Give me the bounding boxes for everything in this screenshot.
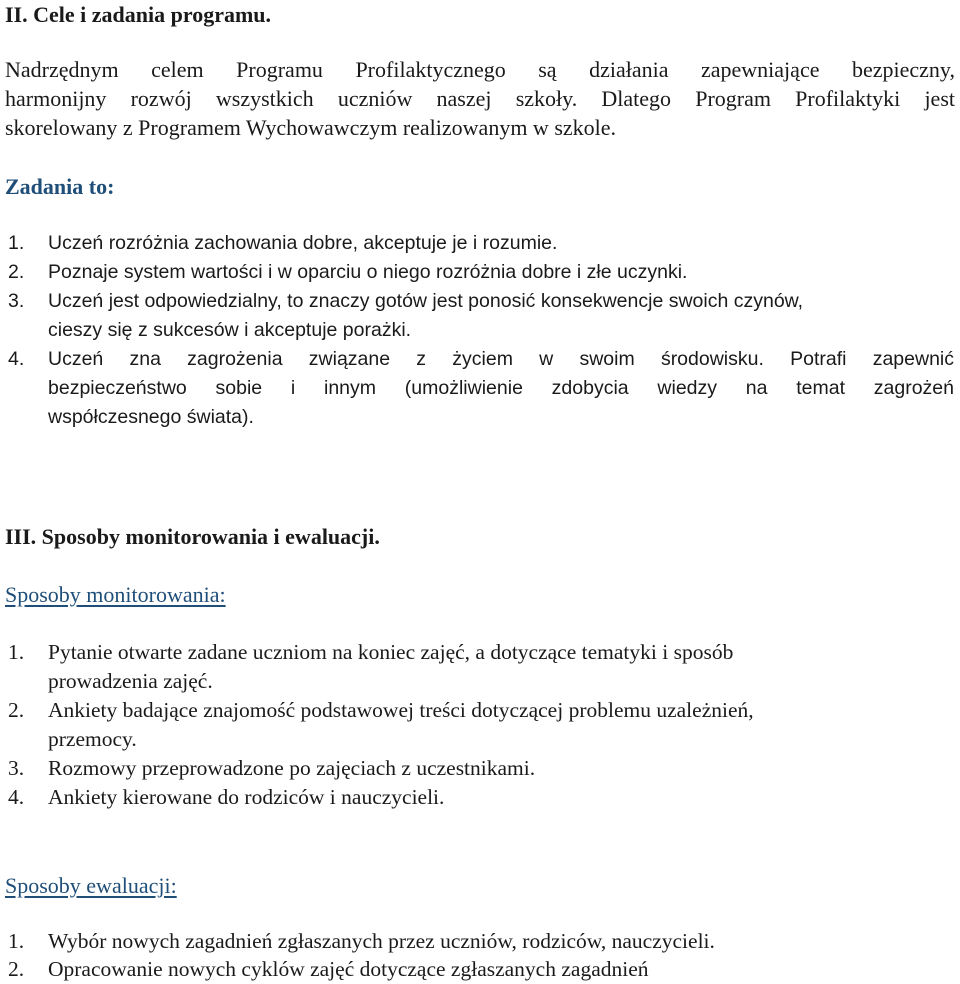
task-item-2: [8, 261, 687, 284]
task-item-3: [8, 290, 803, 313]
monitoring-item-2-cont: przemocy.: [48, 727, 137, 751]
monitoring-text: Ankiety badające znajomość podstawowej treści dotyczącej problemu uzależnień,: [48, 698, 754, 722]
task-item-4: [8, 348, 48, 371]
evaluation-item-1: [8, 929, 715, 954]
task-item-1: [8, 232, 557, 255]
task-number: 3.: [8, 290, 25, 312]
evaluation-number: 2.: [8, 957, 25, 981]
monitoring-item-1: [8, 640, 733, 665]
monitoring-number: 3.: [8, 756, 25, 780]
evaluation-heading: Sposoby ewaluacji:: [5, 873, 177, 898]
section-3-title: III. Sposoby monitorowania i ewaluacji.: [5, 524, 380, 549]
monitoring-text: Pytanie otwarte zadane uczniom na koniec zajęć, a dotyczące tematyki i sposób: [48, 640, 734, 664]
monitoring-number: 4.: [8, 785, 25, 809]
monitoring-text: Ankiety kierowane do rodziców i nauczycieli.: [48, 785, 445, 809]
evaluation-text: Opracowanie nowych cyklów zajęć dotyczące zgłaszanych zagadnień: [48, 957, 649, 981]
task-item-4-line-3: współczesnego świata).: [48, 406, 254, 428]
monitoring-item-4: [8, 785, 444, 810]
evaluation-item-2: [8, 957, 649, 982]
evaluation-number: 1.: [8, 929, 25, 953]
monitoring-item-2: [8, 698, 754, 723]
section-2-title: II. Cele i zadania programu.: [5, 2, 272, 27]
task-text: Uczeń rozróżnia zachowania dobre, akceptuje je i rozumie.: [48, 232, 558, 254]
task-number: 1.: [8, 232, 25, 254]
intro-line-3: skorelowany z Programem Wychowawczym realizowanym w szkole.: [5, 115, 617, 140]
task-item-4-line-1: Uczeń zna zagrożenia związane z życiem w swoim środowisku. Potrafi zapewnić: [48, 348, 954, 370]
task-item-4-line-2: bezpieczeństwo sobie i innym (umożliwienie zdobycia wiedzy na temat zagrożeń: [48, 377, 954, 399]
task-number: 4.: [8, 348, 25, 370]
intro-line-2: harmonijny rozwój wszystkich uczniów naszej szkoły. Dlatego Program Profilaktyki jest: [5, 86, 955, 111]
evaluation-text: Wybór nowych zagadnień zgłaszanych przez uczniów, rodziców, nauczycieli.: [48, 929, 715, 953]
monitoring-number: 2.: [8, 698, 25, 722]
task-item-3-cont: cieszy się z sukcesów i akceptuje porażki.: [48, 319, 412, 341]
task-text: Uczeń jest odpowiedzialny, to znaczy gotów jest ponosić konsekwencje swoich czynów,: [48, 290, 804, 312]
monitoring-item-3: [8, 756, 535, 781]
tasks-heading: Zadania to:: [5, 174, 115, 199]
monitoring-number: 1.: [8, 640, 25, 664]
monitoring-heading: Sposoby monitorowania:: [5, 582, 226, 607]
intro-line-1: Nadrzędnym celem Programu Profilaktycznego są działania zapewniające bezpieczny,: [5, 57, 955, 82]
monitoring-item-1-cont: prowadzenia zajęć.: [48, 669, 213, 693]
monitoring-text: Rozmowy przeprowadzone po zajęciach z uczestnikami.: [48, 756, 536, 780]
task-text: Poznaje system wartości i w oparciu o niego rozróżnia dobre i złe uczynki.: [48, 261, 688, 283]
task-number: 2.: [8, 261, 25, 283]
